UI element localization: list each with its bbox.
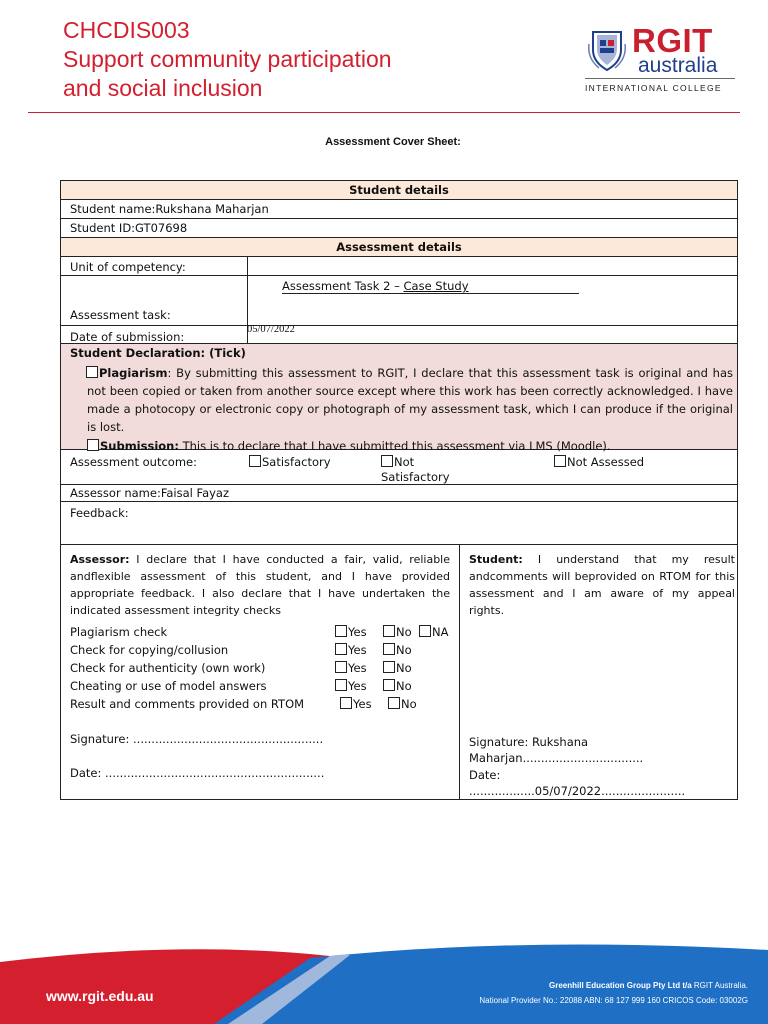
integrity-check-label: Plagiarism check [70,625,168,639]
assessor-declaration-box [70,545,450,799]
logo-text: RGIT [632,22,713,59]
integrity-check-row [70,624,450,642]
unit-of-competency-row [61,257,737,276]
assessor-statement: Assessor: I declare that I have conducted a fair, valid, reliable andflexible assessment of this student, and I have provided appropriate feedback. I also declare that I have undertaken the indicated assessment integrity checks [70,553,450,617]
integrity-checks-list [70,624,450,714]
check-no-checkbox[interactable] [383,661,395,673]
outcome-not-assessed: Not Assessed [554,455,644,469]
outcome-not-satisfactory-line2: Satisfactory [381,470,450,484]
plagiarism-declaration: Plagiarism: By submitting this assessment to RGIT, I declare that this assessment task is original and has not been copied or taken from another source except where this work has been correctly acknowledged. I have made a photocopy or electronic copy or photograph of my assessment task, which I can produce if the original is lost. [87,366,733,434]
logo-subtext: australia [638,54,718,77]
header-divider [28,112,740,113]
date-of-submission-row [61,326,737,344]
integrity-check-label: Result and comments provided on RTOM [70,697,305,711]
not-assessed-checkbox[interactable] [554,455,566,467]
integrity-check-row [70,642,450,660]
crest-icon [585,26,629,76]
check-no-checkbox[interactable] [388,697,400,709]
title-line-1: Support community participation [63,46,392,72]
rgit-logo [580,22,740,102]
declaration-heading: Student Declaration: (Tick) [70,346,246,360]
document-title [63,16,392,103]
assessment-cover-table [60,180,738,800]
student-id-label: Student ID: [70,221,136,235]
check-option-yes: Yes [335,679,367,693]
signature-section [61,545,737,800]
student-date: Date: ..................05/07/2022....................... [469,768,686,798]
check-option-no: No [383,643,412,657]
student-name-row [61,200,737,219]
check-option-yes: Yes [335,625,367,639]
company-info: Greenhill Education Group Pty Ltd t/a RGIT Australia. National Provider No.: 22088 ABN: 68 127 999 160 CRICOS Code: 03002G [479,981,748,1005]
integrity-check-row [70,678,450,696]
student-declaration-section [61,344,737,453]
student-statement: Student: I understand that my result andcomments will beprovided on RTOM for this assessment and I am aware of my appeal rights. [469,553,735,617]
check-yes-checkbox[interactable] [335,643,347,655]
student-acknowledgement-box [469,545,735,799]
not-satisfactory-checkbox[interactable] [381,455,393,467]
assessor-name-row [61,485,737,502]
check-option-yes: Yes [335,643,367,657]
check-option-na: NA [419,625,448,639]
cover-sheet-title: Assessment Cover Sheet: [325,136,461,148]
student-name-label: Student name: [70,202,156,216]
plagiarism-checkbox[interactable] [86,366,98,378]
unit-code: CHCDIS003 [63,17,190,43]
satisfactory-checkbox[interactable] [249,455,261,467]
submission-declaration: Submission: This is to declare that I have submitted this assessment via LMS (Moodle). [61,437,737,455]
check-option-yes: Yes [340,697,372,711]
feedback-row [61,502,737,545]
logo-divider [585,78,735,79]
integrity-check-row [70,660,450,678]
outcome-label: Assessment outcome: [70,455,197,469]
integrity-check-label: Check for authenticity (own work) [70,661,266,675]
assessment-task-value: Assessment Task 2 – Case Study [282,279,579,294]
check-yes-checkbox[interactable] [335,679,347,691]
student-name-value: Rukshana Maharjan [155,202,269,216]
assessor-name-value: Faisal Fayaz [160,486,230,500]
assessment-outcome-row [61,450,737,485]
check-na-checkbox[interactable] [419,625,431,637]
date-label: Date of submission: [70,330,185,344]
logo-tagline: INTERNATIONAL COLLEGE [585,83,722,93]
feedback-label: Feedback: [70,506,129,520]
student-id-value: GT07698 [135,221,188,235]
student-id-row [61,219,737,238]
integrity-check-label: Check for copying/collusion [70,643,229,657]
check-no-checkbox[interactable] [383,679,395,691]
student-signature: Signature: Rukshana Maharjan................................. [469,735,644,765]
integrity-check-label: Cheating or use of model answers [70,679,267,693]
check-no-checkbox[interactable] [383,625,395,637]
student-details-heading: Student details [61,181,737,200]
date-value: 05/07/2022 [247,324,295,335]
check-option-no: No [383,625,412,639]
website-link[interactable]: www.rgit.edu.au [46,988,154,1004]
assessment-task-label: Assessment task: [70,308,171,322]
outcome-satisfactory: Satisfactory [249,455,331,469]
check-yes-checkbox[interactable] [335,625,347,637]
check-option-no: No [383,679,412,693]
title-line-2: and social inclusion [63,75,263,101]
assessment-details-heading: Assessment details [61,238,737,257]
assessor-date: Date: ............................................................ [70,766,325,780]
check-option-no: No [383,661,412,675]
check-no-checkbox[interactable] [383,643,395,655]
outcome-not-satisfactory: Not [381,455,414,469]
check-option-yes: Yes [335,661,367,675]
check-yes-checkbox[interactable] [340,697,352,709]
check-option-no: No [388,697,417,711]
assessor-signature: Signature: .................................................... [70,732,324,746]
unit-label: Unit of competency: [70,260,186,274]
assessor-name-label: Assessor name: [70,486,161,500]
check-yes-checkbox[interactable] [335,661,347,673]
integrity-check-row [70,696,450,714]
assessment-task-row [61,276,737,326]
